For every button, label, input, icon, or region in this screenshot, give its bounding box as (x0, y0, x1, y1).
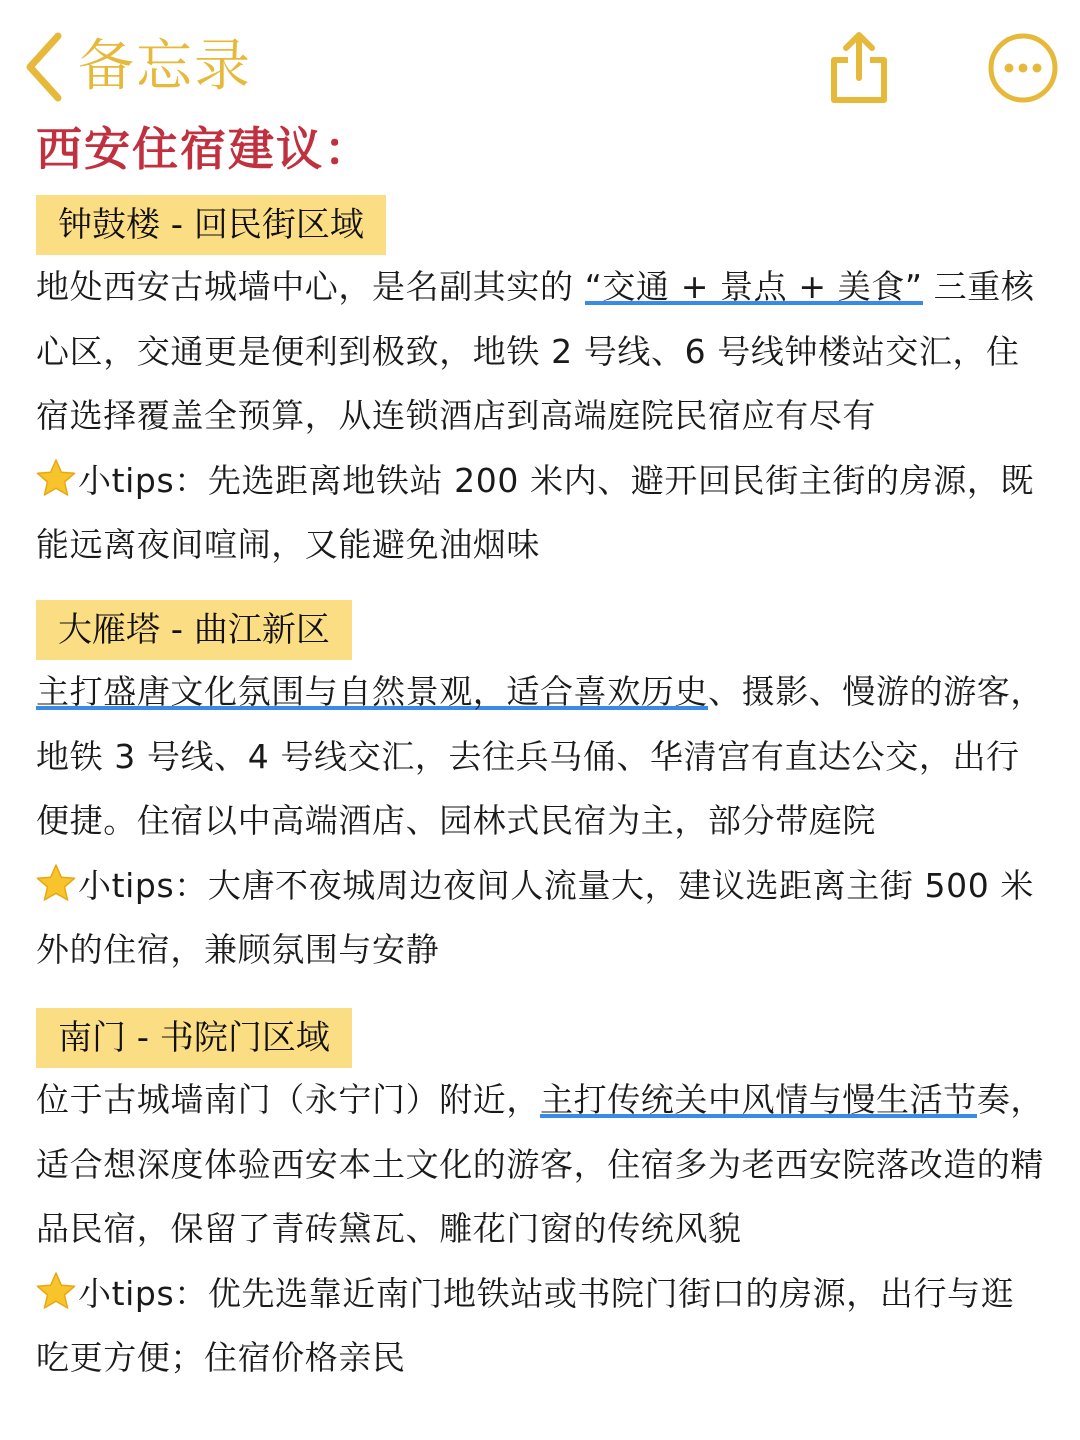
share-button[interactable] (826, 30, 892, 106)
star-icon (36, 455, 76, 495)
chevron-left-icon (24, 32, 64, 102)
section-heading: 大雁塔 - 曲江新区 (36, 600, 352, 660)
body-text: 地处西安古城墙中心，是名副其实的 (36, 267, 585, 306)
section-nanmen (36, 1008, 1046, 1391)
more-button[interactable] (987, 32, 1059, 104)
section-heading: 南门 - 书院门区域 (36, 1008, 352, 1068)
tips-text: 小tips：优先选靠近南门地铁站或书院门街口的房源，出行与逛吃更方便；住宿价格亲民 (36, 1273, 1015, 1377)
star-icon (36, 860, 76, 900)
share-icon (826, 91, 892, 110)
underlined-text: “交通 + 景点 + 美食” (584, 267, 923, 306)
back-label: 备忘录 (78, 34, 252, 99)
section-heading: 钟鼓楼 - 回民街区域 (36, 195, 386, 255)
section-body (36, 1068, 1046, 1262)
star-icon (36, 1268, 76, 1308)
tips-paragraph (36, 1262, 1046, 1391)
underlined-text: 主打传统关中风情与慢生活节 (540, 1080, 977, 1119)
top-bar (0, 0, 1080, 118)
section-body (36, 660, 1046, 854)
underlined-text: 主打盛唐文化氛围与自然景观，适合喜欢历史 (36, 672, 708, 711)
more-icon (987, 89, 1059, 108)
tips-text: 小tips：大唐不夜城周边夜间人流量大，建议选距离主街 500 米外的住宿，兼顾氛围与安静 (36, 865, 1035, 969)
section-dayanta (36, 600, 1046, 983)
section-body (36, 255, 1046, 449)
back-button[interactable] (24, 32, 252, 102)
body-text: 奏，适合想深度体验西安本土文化的游客，住宿多为老西安院落改造的精品民宿，保留了青砖黛瓦、雕花门窗的传统风貌 (36, 1080, 1045, 1248)
tips-text: 小tips：先选距离地铁站 200 米内、避开回民街主街的房源，既能远离夜间喧闹，又能避免油烟味 (36, 460, 1035, 564)
section-zhonggulou (36, 195, 1046, 578)
body-text: 位于古城墙南门（永宁门）附近， (36, 1080, 540, 1119)
tips-paragraph (36, 854, 1046, 983)
body-text: 三重核心区，交通更是便利到极致，地铁 2 号线、6 号线钟楼站交汇，住宿选择覆盖全预算，从连锁酒店到高端庭院民宿应有尽有 (36, 267, 1035, 435)
body-text: 、摄影、慢游的游客，地铁 3 号线、4 号线交汇，去往兵马俑、华清宫有直达公交，出行便捷。住宿以中高端酒店、园林式民宿为主，部分带庭院 (36, 672, 1044, 840)
page-title: 西安住宿建议： (36, 122, 372, 176)
tips-paragraph (36, 449, 1046, 578)
